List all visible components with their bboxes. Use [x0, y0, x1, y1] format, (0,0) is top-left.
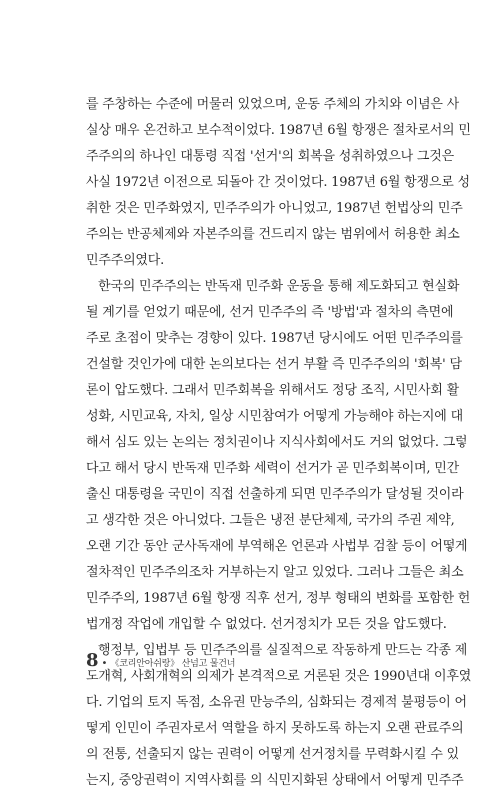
- text-line: 오랜 기간 동안 군사독재에 부역해온 언론과 사법부 검찰 등이 어떻게: [86, 539, 468, 554]
- page-footer: [86, 650, 235, 671]
- text-line: 주로 초점이 맞추는 경향이 있다. 1987년 당시에도 어떤 민주주의를: [86, 331, 463, 346]
- text-line: 취한 것은 민주화였지, 민주주의가 아니었고, 1987년 헌법상의 민주: [86, 201, 463, 216]
- text-line: 건설할 것인가에 대한 논의보다는 선거 부활 즉 민주주의의 '회복' 담: [86, 357, 462, 372]
- text-line: 한국의 민주주의는 반독재 민주화 운동을 통해 제도화되고 현실화: [98, 279, 460, 294]
- text-line: 주주의의 하나인 대통령 직접 '선거'의 회복을 성취하였으나 그것은: [86, 149, 454, 164]
- text-line: 행정부, 입법부 등 민주주의를 실질적으로 작동하게 만드는 각종 제: [98, 643, 468, 658]
- text-line: 민주주의, 1987년 6월 항쟁 직후 선거, 정부 형태의 변화를 포함한 헌: [86, 591, 471, 606]
- paragraph: [86, 92, 471, 274]
- body-text: [86, 92, 472, 794]
- text-line: 는지, 중앙권력이 지역사회를 의 식민지화된 상태에서 어떻게 민주주: [86, 773, 464, 788]
- text-line: 절차적인 민주주의조차 거부하는지 알고 있었다. 그러나 그들은 최소: [86, 565, 464, 580]
- page-number: 8: [86, 650, 99, 671]
- text-line: 법개정 작업에 개입할 수 없었다. 선거정치가 모든 것을 압도했다.: [86, 617, 447, 632]
- text-line: 민주주의였다.: [86, 253, 165, 268]
- text-line: 해서 심도 있는 논의는 정치권이나 지식사회에서도 거의 없었다. 그렇: [86, 435, 468, 450]
- text-line: 출신 대통령을 국민이 직접 선출하게 되면 민주주의가 달성될 것이라: [86, 487, 464, 502]
- text-line: 사실 1972년 이전으로 되돌아 간 것이었다. 1987년 6월 항쟁으로 성: [86, 175, 470, 190]
- text-line: 다. 기업의 토지 독점, 소유권 만능주의, 심화되는 경제적 불평등이 어: [86, 695, 467, 710]
- text-line: 고 생각한 것은 아니었다. 그들은 냉전 분단체제, 국가의 주권 제약,: [86, 513, 455, 528]
- running-book-title: 《코리안아쉬랑》 산넘고 물건너: [110, 659, 236, 669]
- text-line: 를 주창하는 수준에 머물러 있었으며, 운동 주체의 가치와 이념은 사: [86, 97, 459, 112]
- text-line: 성화, 시민교육, 자치, 일상 시민참여가 어떻게 가능해야 하는지에 대: [86, 409, 463, 424]
- text-line: 실상 매우 온건하고 보수적이었다. 1987년 6월 항쟁은 절차로서의 민: [86, 123, 471, 138]
- paragraph: [86, 274, 471, 638]
- text-line: 떻게 인민이 주권자로서 역할을 하지 못하도록 하는지 오랜 관료주의: [86, 721, 464, 736]
- text-line: 론이 압도했다. 그래서 민주회복을 위해서도 정당 조직, 시민사회 활: [86, 383, 459, 398]
- text-line: 의 전통, 선출되지 않는 권력이 어떻게 선거정치를 무력화시킬 수 있: [86, 747, 459, 762]
- text-line: 될 계기를 얻었기 때문에, 선거 민주주의 즉 '방법'과 절차의 측면에: [86, 305, 454, 320]
- text-line: 다고 해서 당시 반독재 민주화 세력이 선거가 곧 민주회복이며, 민간: [86, 461, 459, 476]
- text-line: 주의는 반공체제와 자본주의를 건드리지 않는 범위에서 허용한 최소: [86, 227, 460, 242]
- footer-bullet: •: [101, 658, 108, 669]
- text-line: 도개혁, 사회개혁의 의제가 본격적으로 거론된 것은 1990년대 이후였: [86, 669, 472, 684]
